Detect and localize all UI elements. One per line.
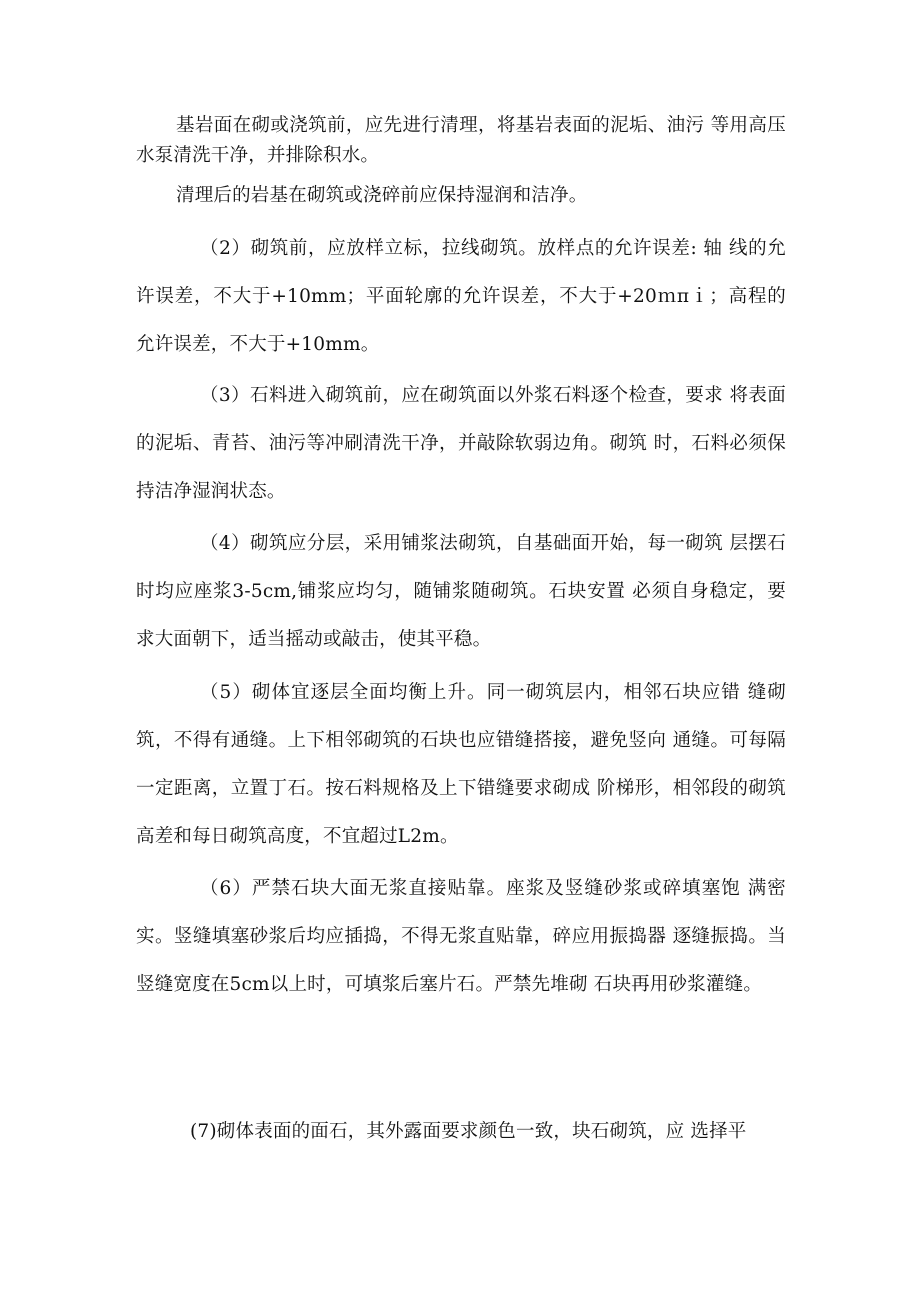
paragraph-item-7-face-stones: (7)砌体表面的面石，其外露面要求颜色一致，块石砌筑，应 选择平 — [190, 1121, 747, 1142]
paragraph-item-4-layering: （4）砌筑应分层，采用铺浆法砌筑，自基础面开始，每一砌筑 层摆石时均应座浆3-5cm,铺浆应均匀，随铺浆随砌筑。石块安置 必须自身稳定，要求大面朝下，适当摇动或敲击，使其平稳。 — [136, 533, 786, 650]
paragraph-rock-base-moisture: 清理后的岩基在砌筑或浇碎前应保持湿润和洁净。 — [176, 185, 588, 206]
paragraph-item-2-layout: （2）砌筑前，应放样立标，拉线砌筑。放样点的允许误差: 轴 线的允许误差，不大于+10mm；平面轮廓的允许误差，不大于+20ｍπｉ；高程的允许误差，不大于+10mm。 — [136, 238, 786, 355]
paragraph-item-3-stone-inspection: （3）石料进入砌筑前，应在砌筑面以外浆石料逐个检查，要求 将表面的泥垢、青苔、油污等冲刷清洗干净，并敲除软弱边角。砌筑 时，石料必须保持洁净湿润状态。 — [136, 385, 786, 502]
paragraph-item-5-staggered-joints: （5）砌体宜逐层全面均衡上升。同一砌筑层内，相邻石块应错 缝砌筑，不得有通缝。上下相邻砌筑的石块也应错缝搭接，避免竖向 通缝。可每隔一定距离，立置丁石。按石料规格及上下错缝要求砌成 阶梯形，相邻段的砌筑高差和每日砌筑高度，不宜超过L2m。 — [136, 682, 786, 847]
paragraph-item-6-mortar-filling: （6）严禁石块大面无浆直接贴靠。座浆及竖缝砂浆或碎填塞饱 满密实。竖缝填塞砂浆后均应插捣，不得无浆直贴靠，碎应用振捣器 逐缝振捣。当竖缝宽度在5cm以上时，可填浆后塞片石。严禁先堆砌 石块再用砂浆灌缝。 — [136, 878, 786, 995]
paragraph-foundation-cleaning: 基岩面在砌或浇筑前，应先进行清理，将基岩表面的泥垢、油污 等用高压水泵清洗干净，并排除积水。 — [136, 115, 786, 166]
